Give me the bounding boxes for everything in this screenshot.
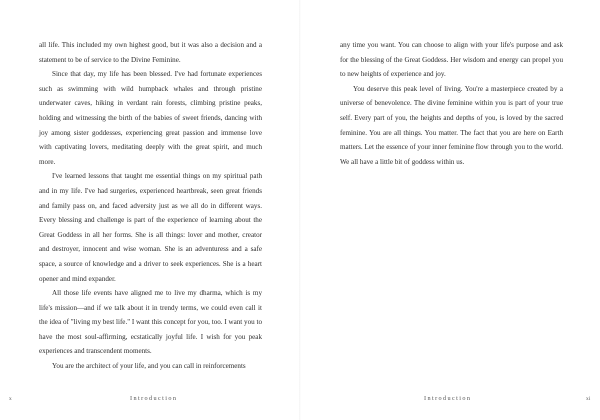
left-page-body [39, 38, 262, 374]
running-head: Introduction [424, 395, 472, 402]
paragraph: any time you want. You can choose to align with your life's purpose and ask for the blessing of the Great Goddess. Her wisdom and energy can propel you to new heights of experience and joy. [340, 41, 563, 79]
paragraph: All those life events have aligned me to live my dharma, which is my life's mission—and if we talk about it in trendy terms, we could even call it the idea of "living my best life." I want this concept for you, too. I want you to have the most soul-affirming, ecstatically joyful life. I wish for you peak experiences and transcendent moments. [39, 289, 262, 356]
page-number: xi [586, 396, 591, 402]
paragraph: You are the architect of your life, and you can call in reinforcements [52, 362, 246, 371]
paragraph: all life. This included my own highest good, but it was also a decision and a statement to be of service to the Divine Feminine. [39, 41, 262, 64]
paragraph: Since that day, my life has been blessed. I've had fortunate experiences such as swimming with wild humpback whales and through pristine underwater caves, hiking in verdant rain forests, climbing pristine peaks, holding and witnessing the birth of the babies of sweet friends, dancing with joy among sister goddesses, experiencing great passion and immense love with captivating lovers, meditating deeply with the great spirit, and much more. [39, 70, 262, 166]
right-page-body [340, 38, 563, 169]
paragraph: You deserve this peak level of living. You're a masterpiece created by a universe of benevolence. The divine feminine within you is part of your true self. Every part of you, the heights and depths of you, is loved by the sacred feminine. You are all things. You matter. The fact that you are here on Earth matters. Let the essence of your inner feminine flow through you to the world. We all have a little bit of goddess within us. [340, 84, 563, 166]
page-number: x [9, 396, 12, 402]
running-head: Introduction [130, 395, 178, 402]
right-page [300, 0, 600, 420]
paragraph: I've learned lessons that taught me essential things on my spiritual path and in my life. I've had surgeries, experienced heartbreak, seen great friends and family pass on, and faced adversity just as we all do in different ways. Every blessing and challenge is part of the experience of learning about the Great Goddess in all her forms. She is all things: lover and mother, creator and destroyer, innocent and wise woman. She is an adventuress and a safe space, a source of knowledge and a driver to seek experiences. She is a heart opener and mind expander. [39, 172, 262, 283]
